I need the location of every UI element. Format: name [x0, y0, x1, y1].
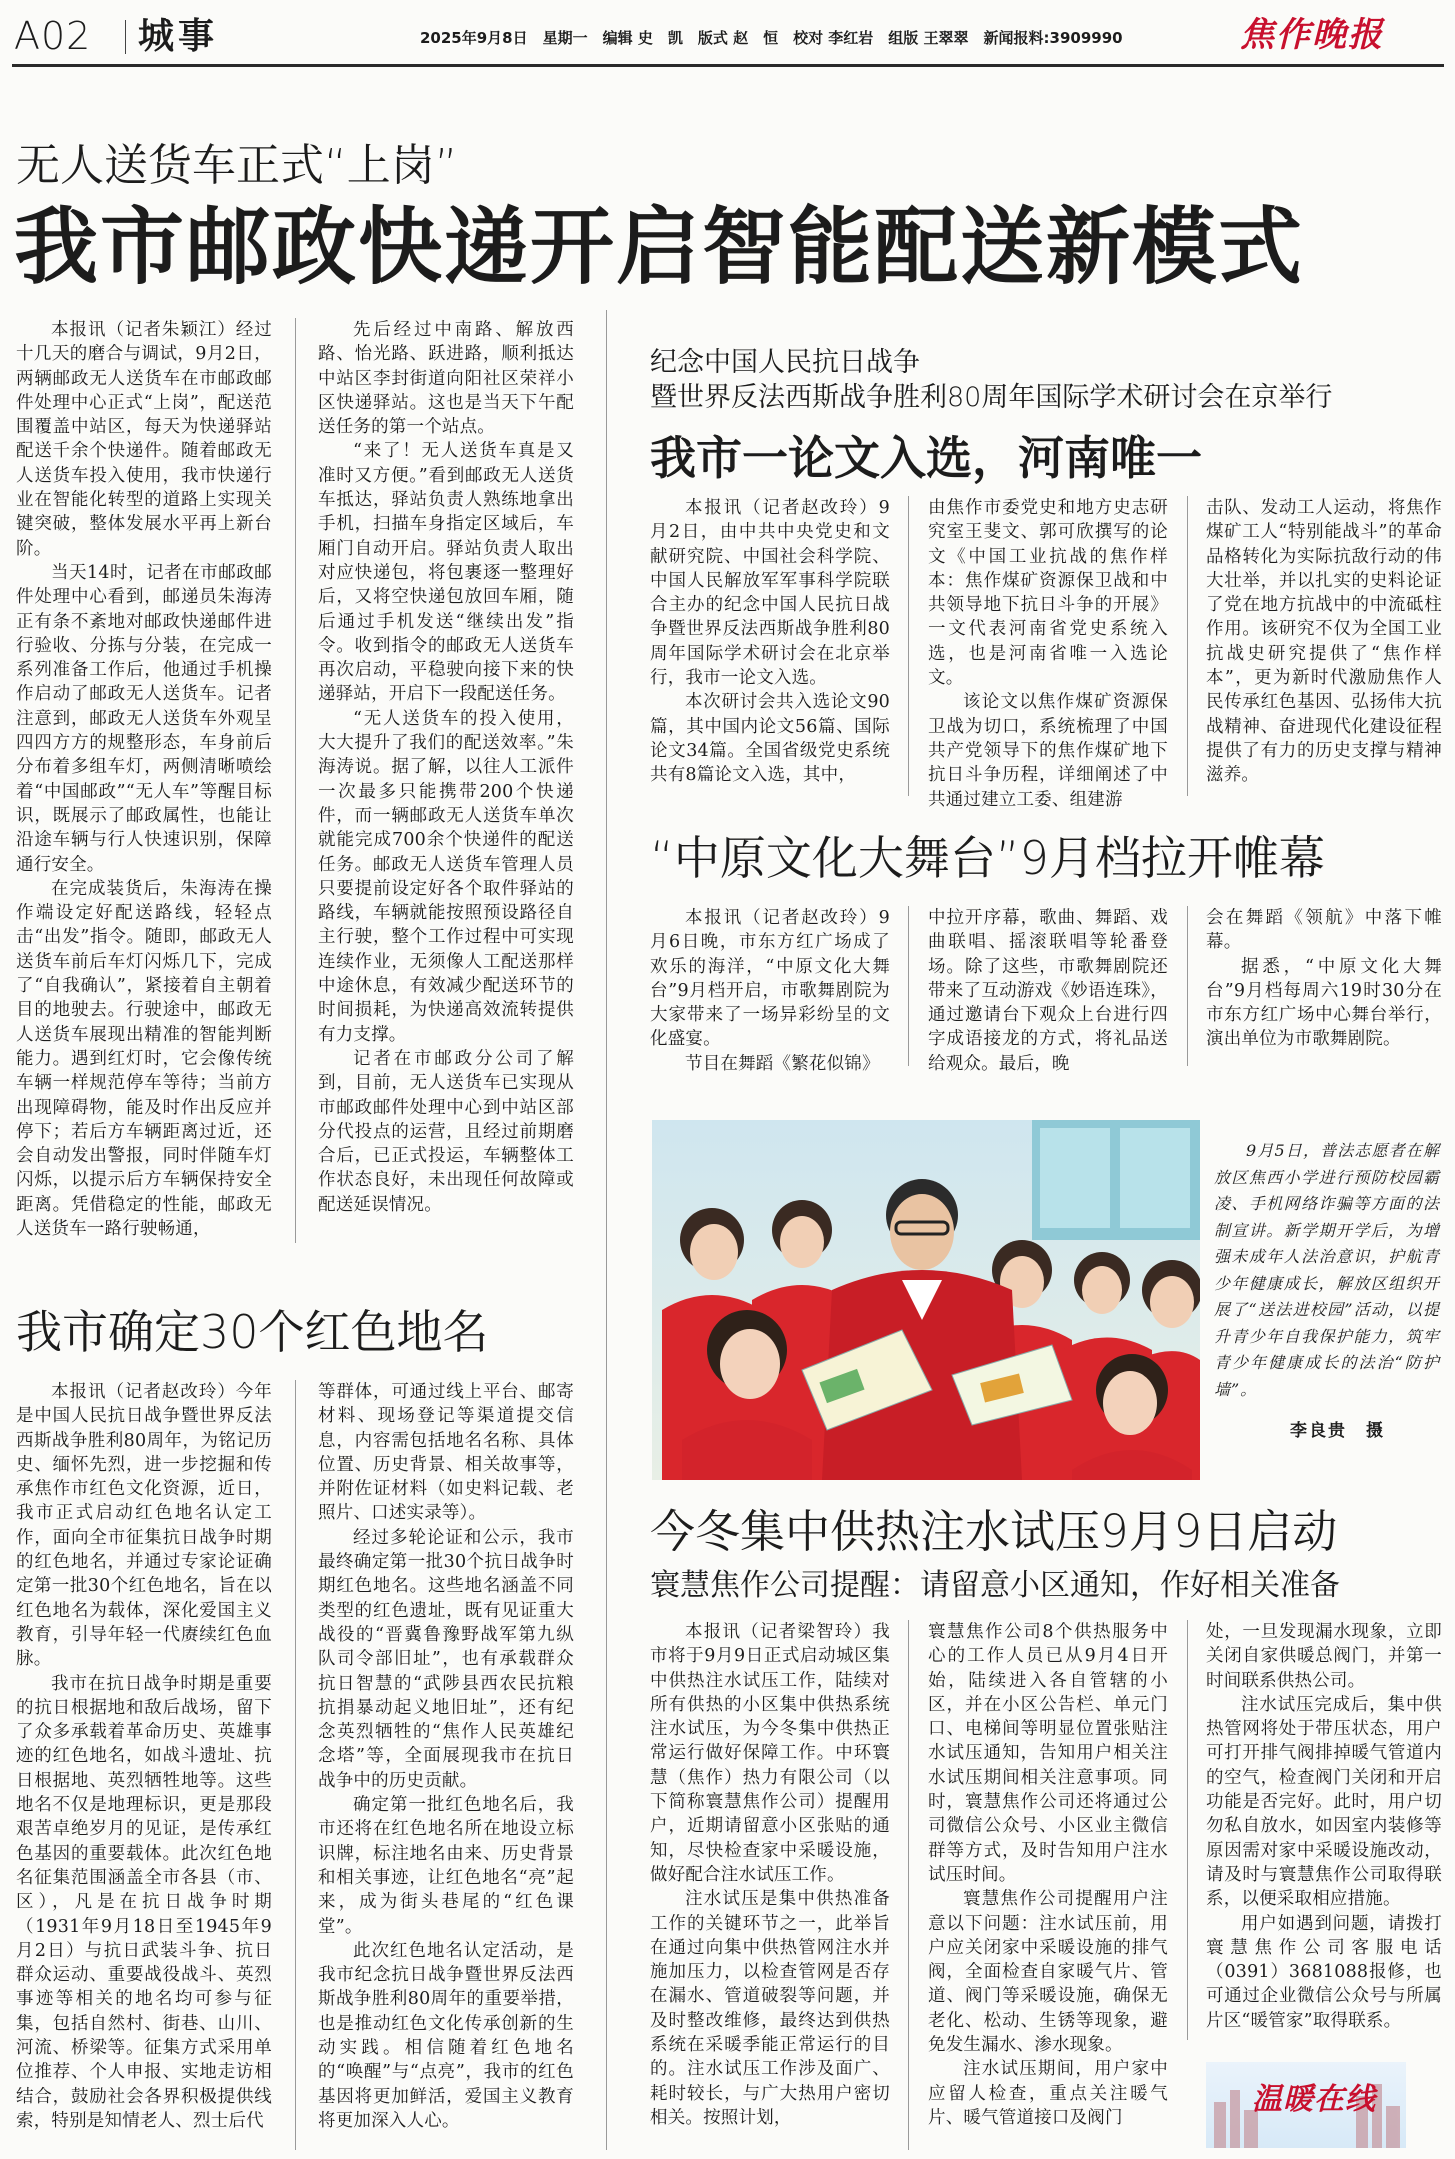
newspaper-logo: [1240, 12, 1440, 58]
logo-text: 焦作晚报: [1240, 15, 1384, 55]
heating-subhead: 寰慧焦作公司提醒：请留意小区通知，作好相关准备: [650, 1568, 1340, 1603]
column-divider: [295, 318, 296, 1243]
stage-paragraph: 会在舞蹈《领航》中落下帷幕。: [1206, 908, 1442, 953]
lead-paragraph: “来了！无人送货车真是又准时又方便。”看到邮政无人送货车抵达，驿站负责人熟练地拿出手机，扫描车身指定区域后，车厢门自动开启。驿站负责人取出对应快递包，将包裹逐一整理好后，又将空快递包放回车厢，随后通过手机发送“继续出发”指令。收到指令的邮政无人送货车再次启动，平稳驶向接下来的快递驿站，开启下一段配送任务。: [318, 441, 574, 705]
heating-paragraph: 注水试压完成后，集中供热管网将处于带压状态，用户可打开排气阀排掉暖气管道内的空气，检查阀门关闭和开启功能是否完好。此时，用户切勿私自放水，如因室内装修等原因需对家中采暖设施改动，请及时与寰慧焦作公司取得联系，以便采取相应措施。: [1206, 1694, 1442, 1910]
paper-headline: 我市一论文入选，河南唯一: [650, 431, 1202, 485]
paper-column-3: [1206, 496, 1442, 788]
column-divider: [908, 496, 909, 796]
paper-paragraph: 击队、发动工人运动，将焦作煤矿工人“特别能战斗”的革命品格转化为实际抗敌行动的伟大壮举，并以扎实的史料论证了党在地方抗战中的中流砥柱作用。该研究不仅为全国工业抗战史研究提供了“焦作样本”，更为新时代激励焦作人民传承红色基因、弘扬伟大抗战精神、奋进现代化建设征程提供了有力的历史支撑与精神滋养。: [1206, 498, 1442, 786]
page-number: A02: [14, 14, 92, 58]
lead-paragraph: 记者在市邮政分公司了解到，目前，无人送货车已实现从市邮政邮件处理中心到中站区部分代投点的运营，且经过前期磨合后，已正式投运，车辆整体工作状态良好，未出现任何故障或配送延误情况。: [318, 1048, 574, 1215]
red-names-column-1: [16, 1380, 272, 2133]
heating-paragraph: 用户如遇到问题，请拨打寰慧焦作公司客服电话（0391）3681088报修，也可通过企业微信公众号与所属片区“暖管家”取得联系。: [1206, 1913, 1442, 2031]
lead-paragraph: 在完成装货后，朱海涛在操作端设定好配送路线，轻轻点击“出发”指令。随即，邮政无人送货车前后车灯闪烁几下，完成了“自我确认”，紧接着自主朝着目的地驶去。行驶途中，邮政无人送货车展现出精准的智能判断能力。遇到红灯时，它会像传统车辆一样规范停车等待；当前方出现障碍物，能及时作出反应并停下；若后方车辆距离过近，还会自动发出警报，同时伴随车灯闪烁，以提示后方车辆保持安全距离。凭借稳定的性能，邮政无人送货车一路行驶畅通，: [16, 878, 272, 1239]
photo-caption: 9月5日，普法志愿者在解放区焦西小学进行预防校园霸凌、手机网络诈骗等方面的法制宣讲。新学期开学后，为增强未成年人法治意识，护航青少年健康成长，解放区组织开展了“送法进校园”活动，以提升青少年自我保护能力，筑牢青少年健康成长的法治“防护墙”。: [1214, 1141, 1440, 1399]
lead-kicker: 无人送货车正式“上岗”: [16, 140, 458, 191]
paper-paragraph: 本报讯（记者赵改玲）9月2日，由中共中央党史和文献研究院、中国社会科学院、中国人民解放军军事科学院联合主办的纪念中国人民抗日战争暨世界反法西斯战争胜利80周年国际学术研讨会在北京举行，我市一论文入选。: [650, 498, 890, 689]
heating-paragraph: 本报讯（记者梁智玲）我市将于9月9日正式启动城区集中供热注水试压工作，陆续对所有供热的小区集中供热系统注水试压，为今冬集中供热正常运行做好保障工作。中环寰慧（焦作）热力有限公司（以下简称寰慧焦作公司）提醒用户，近期请留意小区张贴的通知，尽快检查家中采暖设施，做好配合注水试压工作。: [650, 1622, 890, 1885]
stage-paragraph: 中拉开序幕，歌曲、舞蹈、戏曲联唱、摇滚联唱等轮番登场。除了这些，市歌舞剧院还带来了互动游戏《妙语连珠》，通过邀请台下观众上台进行四字成语接龙的方式，将礼品送给观众。最后，晚: [928, 908, 1168, 1074]
stage-paragraph: 节目在舞蹈《繁花似锦》: [685, 1053, 880, 1074]
warm-online-badge: [1206, 2062, 1406, 2148]
news-photo: [652, 1120, 1200, 1480]
heating-headline: 今冬集中供热注水试压9月9日启动: [650, 1505, 1338, 1558]
column-divider: [295, 1380, 296, 2150]
paper-column-1: [650, 496, 890, 788]
paper-kicker-2: 暨世界反法西斯战争胜利80周年国际学术研讨会在京举行: [650, 382, 1333, 413]
red-names-paragraph: 等群体，可通过线上平台、邮寄材料、现场登记等渠道提交信息，内容需包括地名名称、具体位置、历史背景、相关故事等，并附佐证材料（如史料记载、老照片、口述实录等）。: [318, 1382, 574, 1524]
stage-paragraph: 本报讯（记者赵改玲）9月6日晚，市东方红广场成了欢乐的海洋，“中原文化大舞台”9月档开启，市歌舞剧院为大家带来了一场异彩纷呈的文化盛宴。: [650, 908, 890, 1050]
lead-column-1: [16, 318, 272, 1241]
warm-online-text: 温暖在线: [1252, 2082, 1376, 2117]
heating-paragraph: 寰慧焦作公司8个供热服务中心的工作人员已从9月4日开始，陆续进入各自管辖的小区，并在小区公告栏、单元门口、电梯间等明显位置张贴注水试压通知，告知用户相关注水试压期间相关注意事项。同时，寰慧焦作公司还将通过公司微信公众号、小区业主微信群等方式，及时告知用户注水试压时间。: [928, 1622, 1168, 1885]
paper-paragraph: 该论文以焦作煤矿资源保卫战为切口，系统梳理了中国共产党领导下的焦作煤矿地下抗日斗争历程，详细阐述了中共通过建立工委、组建游: [928, 692, 1168, 810]
lead-paragraph: 当天14时，记者在市邮政邮件处理中心看到，邮递员朱海涛正有条不紊地对邮政快递邮件进行验收、分拣与分装，在完成一系列准备工作后，他通过手机操作启动了邮政无人送货车。记者注意到，邮政无人送货车外观呈四四方方的规整形态，车身前后分布着多组车灯，两侧清晰喷绘着“中国邮政”“无人车”等醒目标识，既展示了邮政属性，也能让沿途车辆与行人快速识别，保障通行安全。: [16, 562, 272, 875]
red-names-paragraph: 此次红色地名认定活动，是我市纪念抗日战争暨世界反法西斯战争胜利80周年的重要举措，也是推动红色文化传承创新的生动实践。相信随着红色地名的“唤醒”与“点亮”，我市的红色基因将更加鲜活，爱国主义教育将更加深入人心。: [318, 1940, 574, 2131]
lead-headline: 我市邮政快递开启智能配送新模式: [14, 198, 1305, 296]
heating-column-2: [928, 1620, 1168, 2130]
paper-paragraph: 本次研讨会共入选论文90篇，其中国内论文56篇、国际论文34篇。全国省级党史系统共有8篇论文入选，其中，: [650, 692, 890, 786]
stage-column-1: [650, 906, 890, 1076]
column-divider: [908, 906, 909, 1066]
lead-column-2: [318, 318, 574, 1217]
heating-column-1: [650, 1620, 890, 2130]
red-names-paragraph: 经过多轮论证和公示，我市最终确定第一批30个抗日战争时期红色地名。这些地名涵盖不同类型的红色遗址，既有见证重大战役的“晋冀鲁豫野战军第九纵队司令部旧址”，也有承载群众抗日智慧的“武陟县西农民抗粮抗捐暴动起义地旧址”，还有纪念英烈牺牲的“焦作人民英雄纪念塔”等，全面展现我市在抗日战争中的历史贡献。: [318, 1527, 574, 1791]
heating-paragraph: 处，一旦发现漏水现象，立即关闭自家供暖总阀门，并第一时间联系供热公司。: [1206, 1622, 1442, 1691]
lead-paragraph: “无人送货车的投入使用，大大提升了我们的配送效率。”朱海涛说。据了解，以往人工派件一次最多只能携带200个快递件，而一辆邮政无人送货车单次就能完成700余个快递件的配送任务。邮政无人送货车管理人员只要提前设定好各个取件驿站的路线，车辆就能按照预设路径自主行驶，整个工作过程中可实现连续作业，无须像人工配送那样中途休息，有效减少配送环节的时间损耗，为快递高效流转提供有力支撑。: [318, 708, 574, 1045]
stage-headline: “中原文化大舞台”9月档拉开帷幕: [650, 831, 1325, 885]
heating-paragraph: 注水试压期间，用户家中应留人检查，重点关注暖气片、暖气管道接口及阀门: [928, 2059, 1168, 2128]
red-names-column-2: [318, 1380, 574, 2133]
stage-column-2: [928, 906, 1168, 1076]
column-divider: [1187, 496, 1188, 796]
red-names-paragraph: 我市在抗日战争时期是重要的抗日根据地和敌后战场，留下了众多承载着革命历史、英雄事迹的红色地名，如战斗遗址、抗日根据地、英烈牺牲地等。这些地名不仅是地理标识，更是那段艰苦卓绝岁月的见证，是传承红色基因的重要载体。此次红色地名征集范围涵盖全市各县（市、区），凡是在抗日战争时期（1931年9月18日至1945年9月2日）与抗日武装斗争、抗日群众运动、重要战役战斗、英烈事迹等相关的地名均可参与征集，包括自然村、街巷、山川、河流、桥梁等。征集方式采用单位推荐、个人申报、实地走访相结合，鼓励社会各界积极提供线索，特别是知情老人、烈士后代: [16, 1673, 272, 2131]
photo-credit: 李良贵 摄: [1290, 1421, 1385, 1441]
column-divider: [908, 1620, 909, 2150]
column-divider: [1187, 1620, 1188, 2040]
masthead-info: 2025年9月8日 星期一 编辑 史 凯 版式 赵 恒 校对 李红岩 组版 王翠翠 新闻报料:3909990: [420, 29, 1123, 47]
stage-paragraph: 据悉，“中原文化大舞台”9月档每周六19时30分在市东方红广场中心舞台举行，演出单位为市歌舞剧院。: [1206, 956, 1442, 1050]
heating-column-3: [1206, 1620, 1442, 2033]
paper-kicker-1: 纪念中国人民抗日战争: [650, 347, 920, 378]
paper-column-2: [928, 496, 1168, 812]
column-divider: [1187, 906, 1188, 1066]
red-names-headline: 我市确定30个红色地名: [16, 1305, 489, 1359]
lead-paragraph: 本报讯（记者朱颖江）经过十几天的磨合与调试，9月2日，两辆邮政无人送货车在市邮政邮件处理中心正式“上岗”，配送范围覆盖中站区，每天为快递驿站配送千余个快递件。随着邮政无人送货车投入使用，我市快递行业在智能化转型的道路上实现关键突破，整体发展水平再上新台阶。: [16, 320, 272, 559]
section-name: 城事: [138, 16, 219, 57]
red-names-paragraph: 确定第一批红色地名后，我市还将在红色地名所在地设立标识牌，标注地名由来、历史背景和相关事迹，让红色地名“亮”起来，成为街头巷尾的“红色课堂”。: [318, 1795, 574, 1937]
stage-column-3: [1206, 906, 1442, 1052]
masthead-divider: [125, 20, 126, 54]
masthead-rule: [12, 64, 1444, 67]
red-names-paragraph: 本报讯（记者赵改玲）今年是中国人民抗日战争暨世界反法西斯战争胜利80周年，为铭记历史、缅怀先烈，进一步挖掘和传承焦作市红色文化资源，近日，我市正式启动红色地名认定工作，面向全市征集抗日战争时期的红色地名，并通过专家论证确定第一批30个红色地名，旨在以红色地名为载体，深化爱国主义教育，引导年轻一代赓续红色血脉。: [16, 1382, 272, 1670]
heating-paragraph: 注水试压是集中供热准备工作的关键环节之一，此举旨在通过向集中供热管网注水并施加压力，以检查管网是否存在漏水、管道破裂等问题，并及时整改维修，最终达到供热系统在采暖季能正常运行的目的。注水试压工作涉及面广、耗时较长，与广大热用户密切相关。按照计划，: [650, 1889, 890, 2128]
column-divider: [606, 310, 607, 2150]
paper-paragraph: 由焦作市委党史和地方史志研究室王斐文、郭可欣撰写的论文《中国工业抗战的焦作样本：焦作煤矿资源保卫战和中共领导地下抗日斗争的开展》一文代表河南省党史系统入选，也是河南省唯一入选论文。: [928, 498, 1168, 689]
lead-paragraph: 先后经过中南路、解放西路、怡光路、跃进路，顺利抵达中站区李封街道向阳社区荣祥小区快递驿站。这也是当天下午配送任务的第一个站点。: [318, 320, 574, 438]
heating-paragraph: 寰慧焦作公司提醒用户注意以下问题：注水试压前，用户应关闭家中采暖设施的排气阀，全面检查自家暖气片、管道、阀门等采暖设施，确保无老化、松动、生锈等现象，避免发生漏水、渗水现象。: [928, 1889, 1168, 2056]
classroom-photo-illustration: [652, 1120, 1200, 1480]
